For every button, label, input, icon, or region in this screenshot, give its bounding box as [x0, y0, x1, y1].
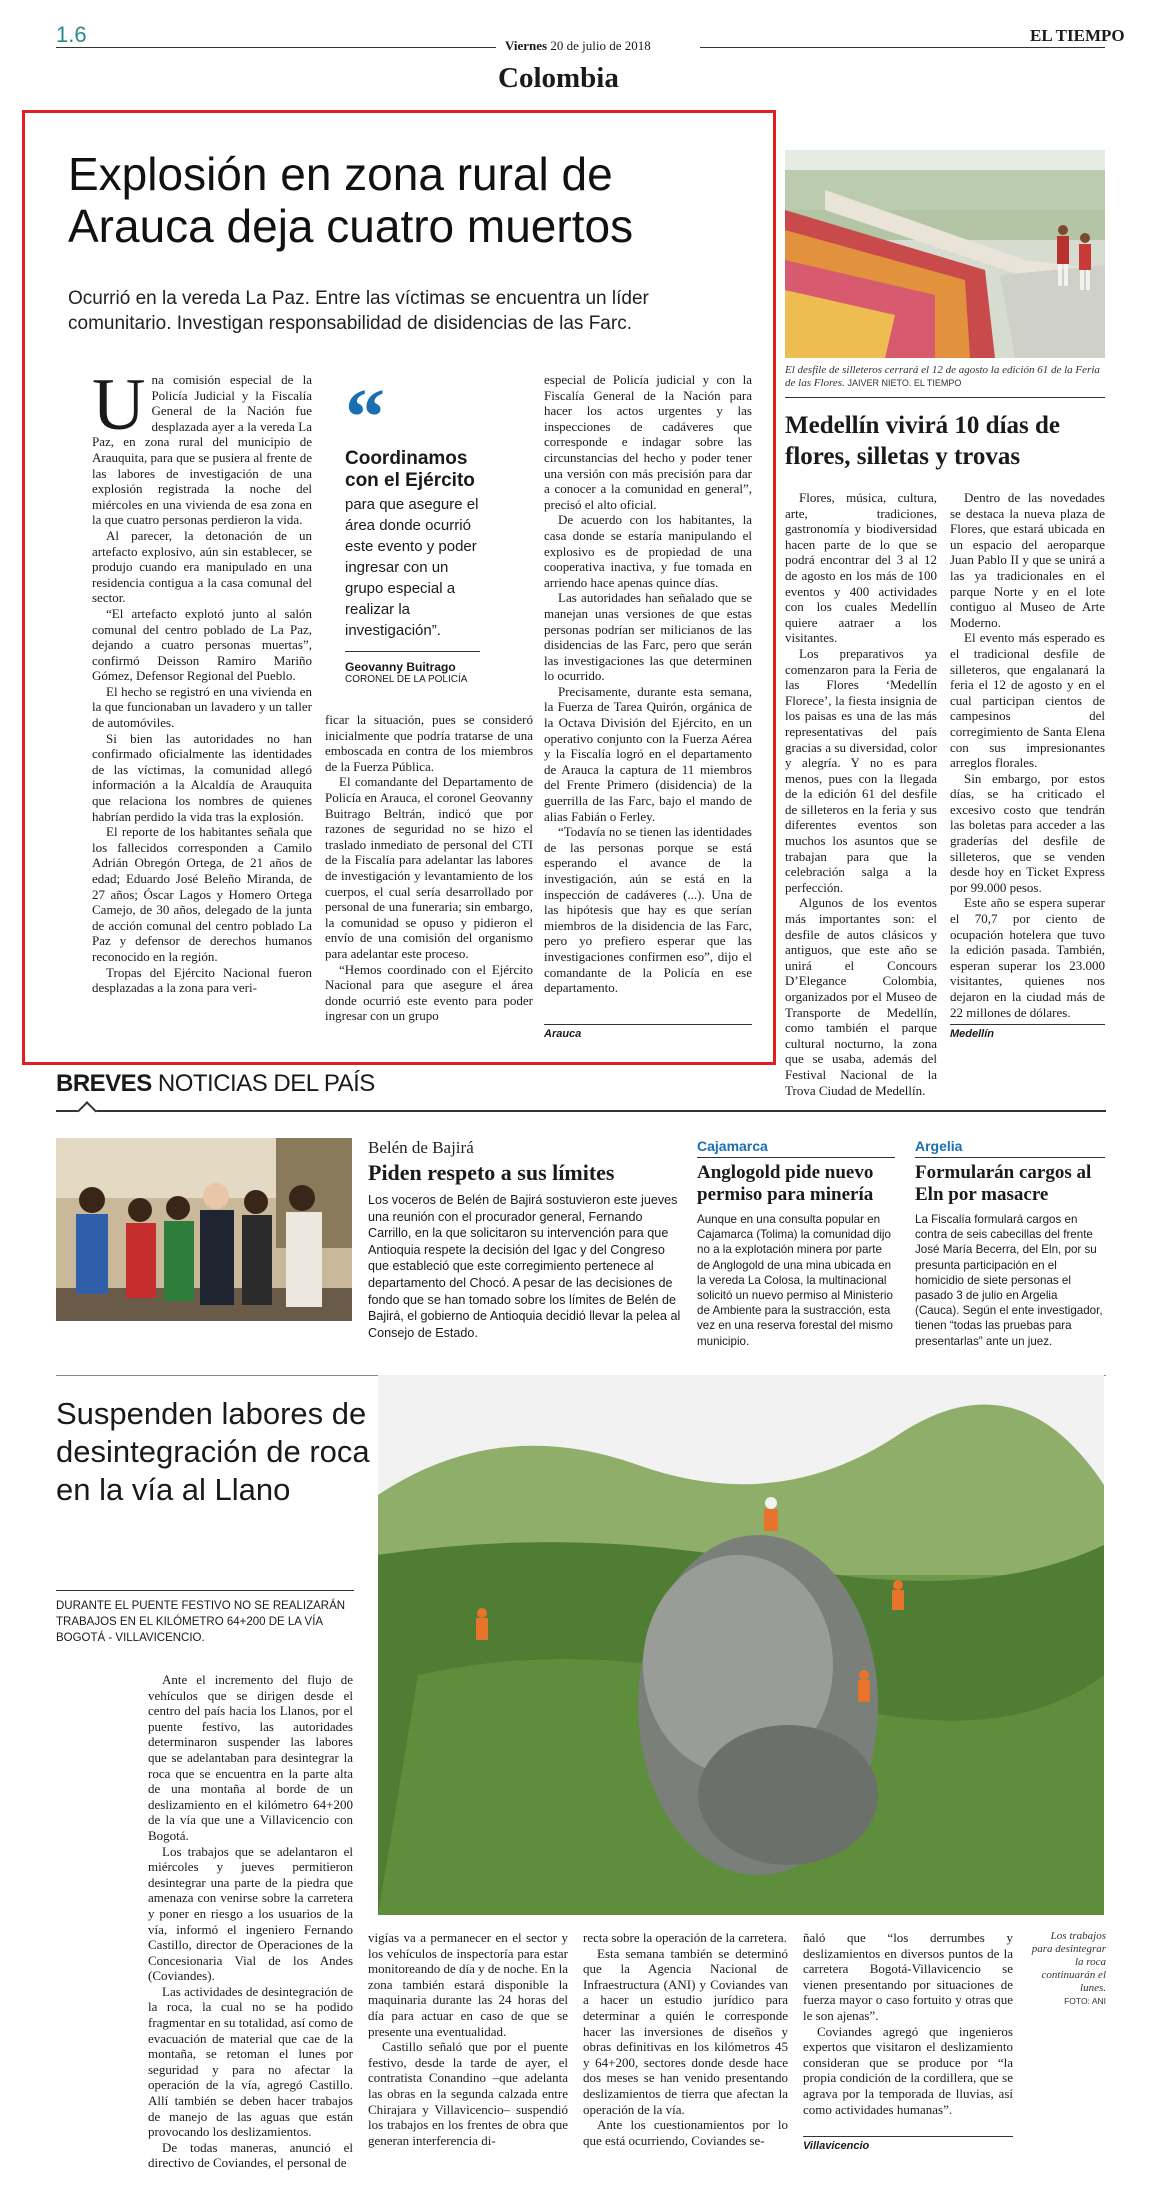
- brief-cajamarca-rule: [697, 1157, 895, 1158]
- medellin-paragraph: El evento más esperado es el tradicional desfile de silleteros, que engalanará la feria el 12 de agosto y en el cual participan cientos de campesinos del corregimiento de Santa Elena con sus impresionantes arreglos florales.: [950, 630, 1105, 771]
- main-deck: Ocurrió en la vereda La Paz. Entre las víctimas se encuentra un líder comunitario. Investigan responsabilidad de disidencias de las Farc.: [68, 288, 649, 334]
- main-paragraph: El hecho se registró en una vivienda en la que funcionaban un lavadero y un taller de automóviles.: [92, 683, 312, 731]
- flower-caption-credit: JAIVER NIETO. EL TIEMPO: [847, 378, 962, 388]
- medellin-top-rule: [785, 397, 1105, 398]
- quote-mark-icon: “: [345, 374, 385, 462]
- brief-argelia-kicker: Argelia: [915, 1138, 963, 1154]
- breves-label: [56, 1070, 375, 1098]
- llano-deck-rule: [56, 1590, 354, 1591]
- brief-belen-title: Piden respeto a sus límites: [368, 1160, 615, 1185]
- belen-photo: [56, 1138, 352, 1321]
- medellin-paragraph: Dentro de las novedades se destaca la nueva plaza de Flores, que estará ubicada en un espacio del aeroparque Juan Pablo II y que se unirá a las ya tradicionales en el parque Norte y en el lote contiguo al Museo de Arte Moderno.: [950, 490, 1105, 630]
- medellin-col-2: [950, 490, 1105, 1020]
- breves-label-bold: BREVES: [56, 1070, 152, 1097]
- llano-paragraph: recta sobre la operación de la carretera.: [583, 1930, 787, 1945]
- brand-logo: EL TIEMPO: [1030, 26, 1125, 45]
- llano-signature-rule: [803, 2136, 1013, 2137]
- flower-caption: [785, 364, 1105, 390]
- llano-paragraph: Ante el incremento del flujo de vehículos que se dirigen desde el centro del país hacia los Llanos, por el puente festivo, las autoridades determinaron suspender las labores que se adelantaban para desintegrar la roca que se encuentra en la parte alta de una montaña al borde de un deslizamiento en el kilómetro 64+200 de la vía que une a Villavicencio con Bogotá.: [148, 1672, 353, 1843]
- llano-col-3: [583, 1930, 788, 2152]
- main-paragraph: “Todavía no se tienen las identidades de las personas porque se está esperando el avance de la investigación, aún se está en la inspección de cadáveres (...). Una de las hipótesis que hay es que serían miembros de la disidencia de las Farc, pero yo prefiero esperar que las investigaciones confirmen eso”, dijo el comandante de la Policía en ese departamento.: [544, 824, 752, 996]
- llano-col-4: [803, 1930, 1013, 2130]
- flower-parade-image: [785, 150, 1105, 358]
- section-title: Colombia: [498, 62, 619, 94]
- medellin-paragraph: Este año se espera superar el 70,7 por ciento de ocupación hotelera que tuvo la edición pasada. También, esperan superar los 23.000 visitantes, quienes nos dejaron en la ciudad más de 22 millones de dólares.: [950, 895, 1105, 1020]
- main-headline: Explosión en zona rural de Arauca deja cuatro muertos: [68, 148, 634, 252]
- page-number: 1.6: [56, 22, 87, 47]
- main-col-3: [544, 372, 752, 1022]
- main-paragraph: El reporte de los habitantes señala que los fallecidos corresponden a Camilo Adrián Obregón Ortega, de 21 años de edad; Eduardo José Beleño Miranda, de 27 años; Óscar Lagos y Homero Ortega Camejo, de 30 años, delegado de la junta de acción comunal del centro poblado La Paz y defensor de derechos humanos reconocido en la región.: [92, 824, 312, 964]
- pullquote-rule: [345, 651, 480, 652]
- rock-caption-text: Los trabajos para desintegrar la roca continuarán el lunes.: [1031, 1930, 1106, 1994]
- brief-cajamarca-text: Aunque en una consulta popular en Cajamarca (Tolima) la comunidad dijo no a la explotación minera por parte de Anglogold de una mina ubicada en la vereda La Colosa, la multinacional solicitó un nuevo permiso al Ministerio de Ambiente para la sustracción, esta vez en una reserva forestal del mismo municipio.: [697, 1213, 893, 1348]
- medellin-headline: Medellín vivirá 10 días de flores, silletas y trovas: [785, 412, 1060, 470]
- flower-caption-text: El desfile de silleteros cerrará el 12 de agosto la edición 61 de la Feria de las Flores.: [785, 364, 1100, 389]
- main-paragraph: De acuerdo con los habitantes, la casa donde se estaría manipulando el explosivo es de propiedad de una cooperativa inactiva, y fue tomada en arriendo hace apenas quince días.: [544, 512, 752, 590]
- llano-col-2: [368, 1930, 568, 2152]
- main-signature: Arauca: [544, 1028, 582, 1040]
- main-paragraph: Si bien las autoridades no han confirmado oficialmente las identidades de las víctimas, la comunidad allegó información a la Alcaldía de Arauquita que relaciona los nombres de quienes habrían perdido la vida tras la explosión.: [92, 730, 312, 824]
- pullquote-text: para que asegure el área donde ocurrió este evento y poder ingresar con un grupo especial a realizar la investigación”.: [345, 496, 479, 639]
- medellin-signature-rule: [950, 1024, 1105, 1025]
- main-paragraph: “Hemos coordinado con el Ejército Nacional para que asegure el área donde ocurrió este evento para poder ingresar con un grupo: [325, 961, 533, 1024]
- medellin-paragraph: Los preparativos ya comenzaron para la Feria de las Flores ‘Medellín Florece’, la fiesta insignia de los paisas es una de las más representativas del país gracias a su diversidad, color y alegría. Y no es para menos, pues con la llegada de la edición 61 del desfile de silleteros en la feria y sus diferentes eventos son muchos los asuntos que se trabajan para que la celebración salga a la perfección.: [785, 645, 937, 895]
- llano-paragraph: ñaló que “los derrumbes y deslizamientos en diversos puntos de la carretera Bogotá-Villavicencio se vienen presentando por situaciones de fuerza mayor o caso fortuito y otras que le son ajenas”.: [803, 1930, 1013, 2023]
- pullquote: [345, 374, 480, 685]
- pullquote-lead: Coordinamos con el Ejército: [345, 448, 475, 491]
- signature-rule: [544, 1024, 752, 1025]
- brief-belen: [368, 1138, 681, 1341]
- breves-label-rest: NOTICIAS DEL PAÍS: [157, 1070, 375, 1097]
- llano-paragraph: De todas maneras, anunció el directivo de Coviandes, el personal de: [148, 2139, 353, 2171]
- llano-paragraph: Castillo señaló que por el puente festivo, desde la tarde de ayer, el contratista Conandino –que adelanta las obras en la segunda calzada entre Chirajara y Villavicencio– suspendió los trabajos en los frentes de obra que generan interferencia di-: [368, 2039, 568, 2148]
- medellin-paragraph: Sin embargo, por estos días, se ha criticado el excesivo costo que tendrán las boletas para acceder a las graderías del desfile de silleteros, que se venden desde hoy en Ticket Express por 99.000 pesos.: [950, 770, 1105, 895]
- main-paragraph: Tropas del Ejército Nacional fueron desplazadas a la zona para veri-: [92, 964, 312, 996]
- main-paragraph: El comandante del Departamento de Policía en Arauca, el coronel Geovanny Buitrago Beltrán, indicó que por razones de seguridad no se hizo el traslado inmediato de personal del CTI de la Fiscalía para adelantar las labores de investigación y levantamiento de los cuerpos, el cual sería desarrollado por personal de una funeraria; sin embargo, la comunidad se opuso y pidieron el envío de una comisión del organismo para adelantar este proceso.: [325, 774, 533, 961]
- date-line: [505, 38, 651, 54]
- main-paragraph: Al parecer, la detonación de un artefacto explosivo, aún sin establecer, se produjo cuando era manipulado en una residencia contigua a la casa comunal del sector.: [92, 527, 312, 606]
- brief-argelia-text: La Fiscalía formulará cargos en contra de seis cabecillas del frente José María Becerra, del Eln, por su presunta participación en el homicidio de siete personas el pasado 3 de julio en Argelia (Cauca). Según el ente investigador, tienen “todas las pruebas para presentarlas” ante un juez.: [915, 1213, 1103, 1348]
- flower-parade-photo: [785, 150, 1105, 358]
- header-rule-right: [700, 47, 1105, 48]
- medellin-paragraph: Flores, música, cultura, arte, tradiciones, gastronomía y biodiversidad hacen parte de lo que se podrá encontrar del 3 al 12 de agosto en los más de 100 eventos y 400 actividades con los cuales Medellín quiere aatraer a los visitantes.: [785, 490, 937, 646]
- date-rest: 20 de julio de 2018: [550, 38, 651, 53]
- llano-paragraph: Esta semana también se determinó que la Agencia Nacional de Infraestructura (ANI) y Coviandes van a hacer un estudio jurídico para determinar a quién le corresponde hacer las inversiones de diseños y obras definitivas en los kilómetros 45 y 64+200, sectores donde desde hace dos meses se han venido presentando deslizamientos de tierra que afectan la operación de la vía.: [583, 1945, 788, 2117]
- llano-paragraph: Coviandes agregó que ingenieros expertos que visitaron el deslizamiento consideran que se produce por “la propia condición de la cordillera, que se agrava por la temporada de lluvias, así como actividades humanas”.: [803, 2023, 1013, 2117]
- llano-paragraph: Las actividades de desintegración de la roca, la cual no se ha podido fragmentar en su totalidad, así como de evacuación de material que cae de la montaña, se retoman el lunes por seguridad y para no afectar la operación de la vía, agregó Castillo. Allí también se deben hacer trabajos de manejo de las aguas que están provocando los deslizamientos.: [148, 1983, 353, 2140]
- main-paragraph: na comisión especial de la Policía Judicial y la Fiscalía General de la Nación fue desplazada ayer a la vereda La Paz, en zona rural del municipio de Arauquita, para que se pusiera al frente de las labores de investigación de una explosión registrada la noche del miércoles en una vivienda de esa zona en la que cuatro personas perdieron la vida.: [92, 372, 312, 528]
- pullquote-role: CORONEL DE LA POLICÍA: [345, 674, 468, 685]
- main-paragraph: Las autoridades han señalado que se manejan unas versiones de que estas personas podrían ser milicianos de las disidencias de las Farc, pero que serán las investigaciones las que determinen lo ocurrido.: [544, 590, 752, 684]
- main-paragraph: especial de Policía judicial y con la Fiscalía General de la Nación para hacer los actos urgentes y las inspecciones de cadáveres que corresponde e indagar sobre las circunstancias del hecho y poder tener una versión con más precisión para dar a conocer a la comunidad en general”, precisó el alto oficial.: [544, 372, 752, 512]
- brief-argelia-title: Formularán cargos al Eln por masacre: [915, 1162, 1092, 1205]
- rock-caption: [1028, 1930, 1106, 2008]
- llano-signature: Villavicencio: [803, 2140, 870, 2152]
- llano-paragraph: Los trabajos que se adelantaron el miércoles y jueves permitieron desintegrar una parte de la piedra que amenaza con venirse sobre la carretera y poner en riesgo a los usuarios de la vía, informó el ingeniero Fernando Castillo, director de Operaciones de la Concesionaria Vial de los Andes (Coviandes).: [148, 1843, 353, 1984]
- brief-cajamarca-kicker: Cajamarca: [697, 1138, 768, 1154]
- brief-cajamarca: [697, 1138, 895, 1349]
- breves-rule: [56, 1110, 1106, 1112]
- brief-belen-kicker: Belén de Bajirá: [368, 1138, 474, 1157]
- llano-deck: DURANTE EL PUENTE FESTIVO NO SE REALIZARÁN TRABAJOS EN EL KILÓMETRO 64+200 DE LA VÍA BOGOTÁ - VILLAVICENCIO.: [56, 1600, 346, 1644]
- medellin-signature: Medellín: [950, 1028, 995, 1040]
- main-col-1: [92, 364, 312, 1042]
- rock-photo: [378, 1375, 1104, 1915]
- date-day: Viernes: [505, 38, 548, 53]
- rock-caption-credit: FOTO: ANI: [1064, 1996, 1106, 2006]
- llano-paragraph: vigías va a permanecer en el sector y los vehículos de inspectoría para estar monitoreando de día y de noche. En la zona también estará disponible la maquinaria durante las 24 horas del día para actuar en caso de que se presente una eventualidad.: [368, 1930, 568, 2039]
- belen-meeting-image: [56, 1138, 352, 1321]
- brief-argelia-rule: [915, 1157, 1105, 1158]
- header-rule-left: [56, 47, 496, 48]
- brief-argelia: [915, 1138, 1105, 1349]
- main-paragraph: Precisamente, durante esta semana, la Fuerza de Tarea Quirón, orgánica de la Octava División del Ejército, en un operativo conjunto con la Fuerza Aérea y la Fiscalía logró en el departamento de Arauca la captura de 11 miembros del Frente Primero (disidencia) de la guerrilla de las Farc, bajo el mando de alias Fabián o Ferley.: [544, 683, 752, 824]
- brief-cajamarca-title: Anglogold pide nuevo permiso para minería: [697, 1162, 874, 1205]
- main-col-2: [325, 712, 533, 1042]
- breves-notch-icon: [77, 1101, 97, 1121]
- medellin-col-1: [785, 490, 937, 1098]
- rock-landslide-image: [378, 1375, 1104, 1915]
- brief-belen-text: Los voceros de Belén de Bajirá sostuvieron este jueves una reunión con el procurador general, Fernando Carrillo, en la que solicitaron su intervención para que Antioquia respete la decisión del Igac y del Congreso que estableció que este corregimiento pertenece al departamento del Chocó. A pesar de las decisiones de fondo que se han tomado sobre los límites de Belén de Bajirá, el gobierno de Antioquia decidió llevar la pelea al Consejo de Estado.: [368, 1193, 681, 1340]
- main-paragraph: ficar la situación, pues se consideró inicialmente que podría tratarse de una emboscada en contra de los miembros de la Fuerza Pública.: [325, 712, 533, 774]
- medellin-paragraph: Algunos de los eventos más importantes son: el desfile de autos clásicos y antiguos, que este año se unirá el Concours D’Elegance Colombia, organizados por el Museo de Transporte de Medellín, como también el parque cultural nocturno, la zona que se usaba, además del Festival Nacional de la Trova Ciudad de Medellín.: [785, 895, 937, 1098]
- main-paragraph: “El artefacto explotó junto al salón comunal del centro poblado de La Paz, dejando a cuatro personas muertas”, confirmó Deisson Ramiro Mariño Gómez, Defensor Regional del Pueblo.: [92, 605, 312, 684]
- llano-paragraph: Ante los cuestionamientos por lo que está ocurriendo, Coviandes se-: [583, 2117, 788, 2148]
- llano-col-1: [148, 1672, 353, 2171]
- pullquote-author: Geovanny Buitrago: [345, 660, 456, 674]
- dropcap: U: [92, 364, 146, 446]
- llano-headline: Suspenden labores de desintegración de roca en la vía al Llano: [56, 1396, 370, 1507]
